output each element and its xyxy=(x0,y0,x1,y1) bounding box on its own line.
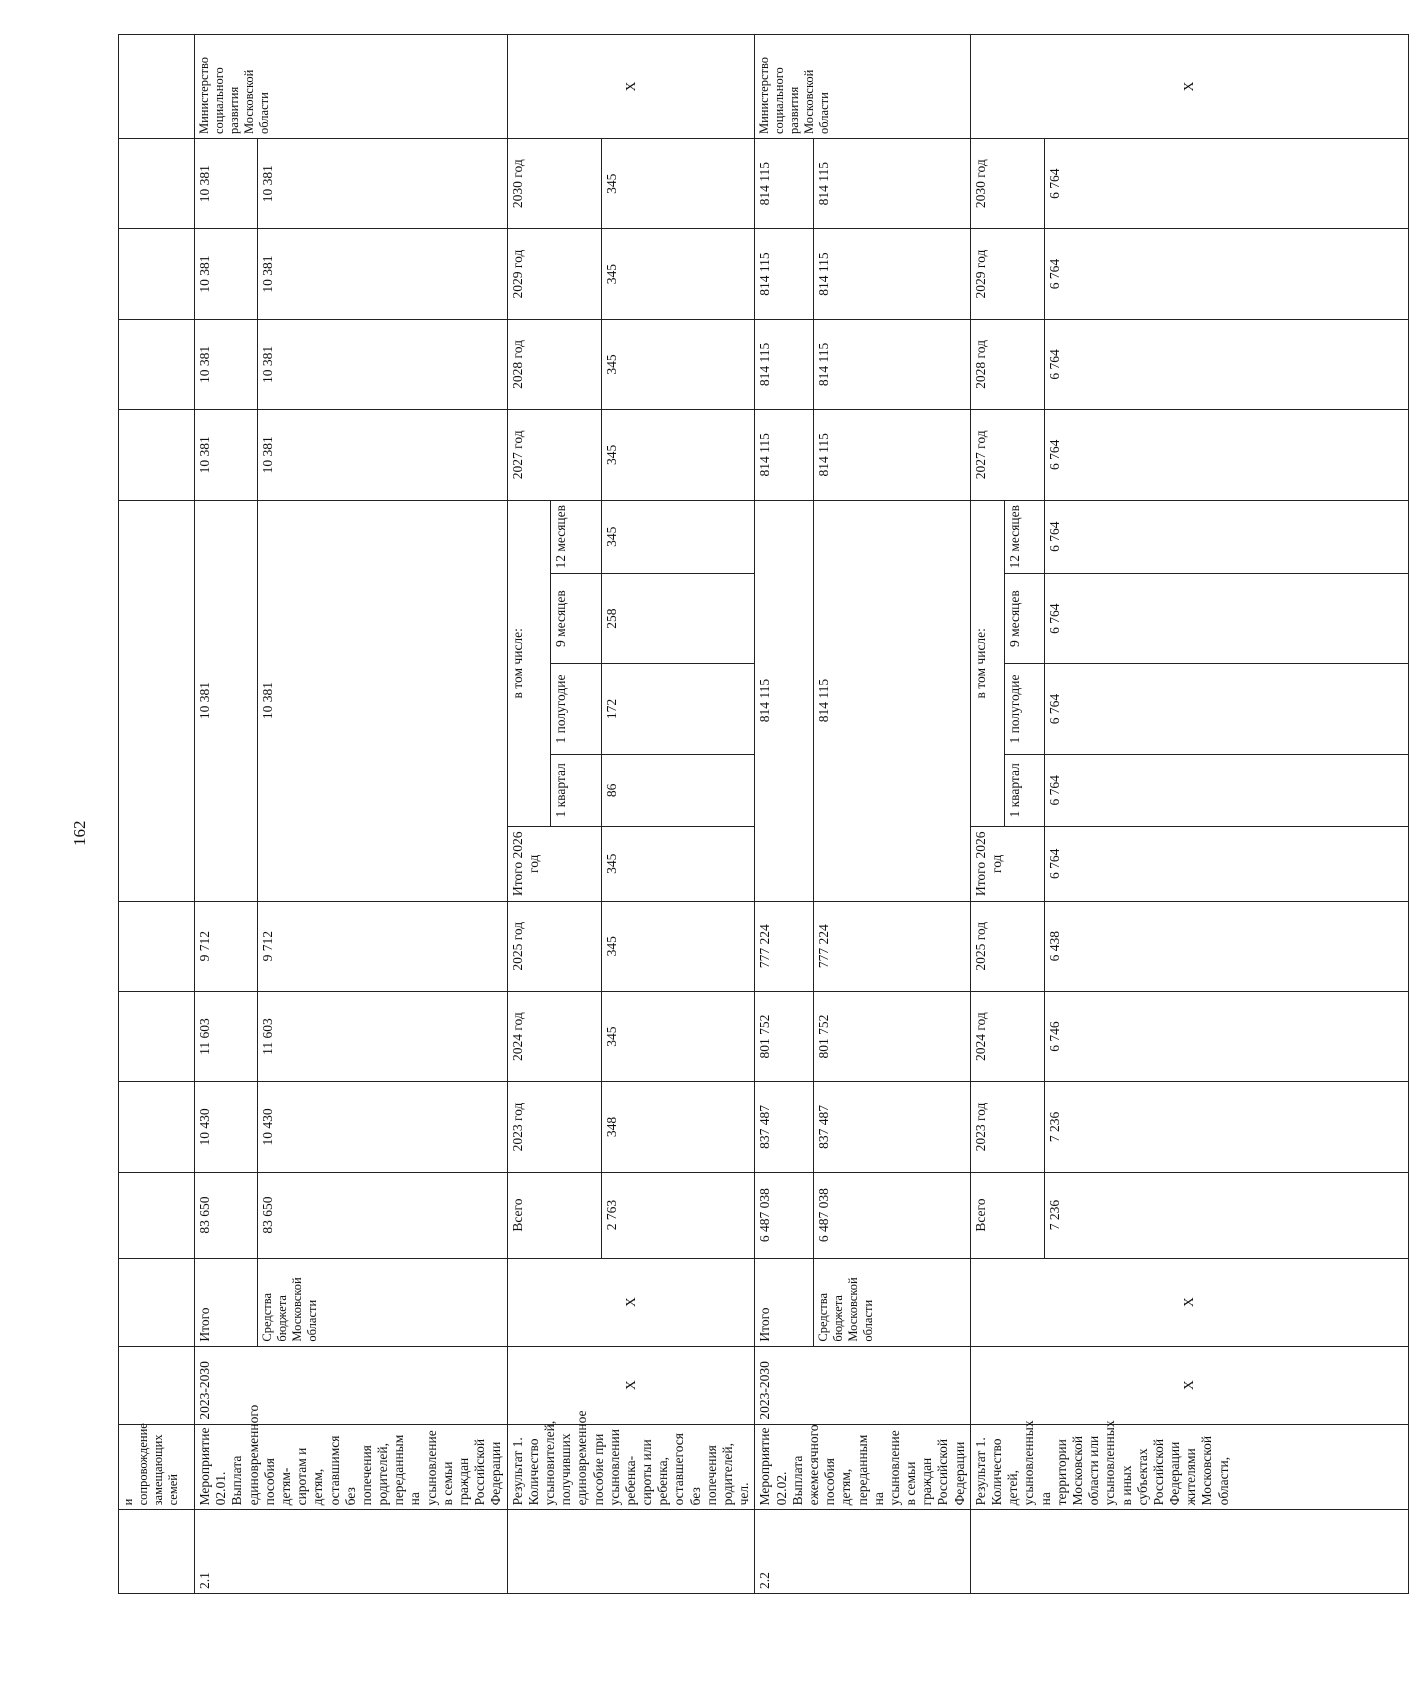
value-2028: 814 115 xyxy=(755,319,813,409)
result-2028: 345 xyxy=(602,319,755,409)
result-12m: 6 764 xyxy=(1044,500,1408,573)
x-mark: X xyxy=(507,1346,755,1424)
value-2030: 10 381 xyxy=(195,139,258,229)
header-total: Всего xyxy=(507,1172,602,1258)
fin-source-total: Итого xyxy=(195,1258,258,1346)
result-2029: 6 764 xyxy=(1044,229,1408,319)
result-12m: 345 xyxy=(602,500,755,573)
value-2023: 837 487 xyxy=(755,1082,813,1172)
empty-cell xyxy=(119,319,195,409)
value-2024: 801 752 xyxy=(813,991,970,1081)
program-table xyxy=(118,34,1409,1594)
result-2-2-text: Результат 1. Количество детей, усыновленных на территории Московской области или усыновленных в иных субъектах Российской Федерации жителями Московской области, xyxy=(970,1424,1408,1510)
result-2025: 6 438 xyxy=(1044,901,1408,991)
value-2027: 10 381 xyxy=(257,410,507,500)
header-2025: 2025 год xyxy=(970,901,1044,991)
responsible-2-2: Министерство социального развития Московской области xyxy=(755,35,970,139)
result-total: 2 763 xyxy=(602,1172,755,1258)
result-header-row xyxy=(507,35,550,1594)
value-2024: 11 603 xyxy=(195,991,258,1081)
header-2023: 2023 год xyxy=(970,1082,1044,1172)
event-2-1-name: Мероприятие 02.01. Выплата единовременного пособия детям-сиротам и детям, оставшимся без попечения родителей, переданным на усыновление в семьи граждан Российской Федерации xyxy=(195,1424,508,1510)
header-2026: Итого 2026 год xyxy=(507,827,602,902)
value-2029: 10 381 xyxy=(257,229,507,319)
empty-cell xyxy=(119,1258,195,1346)
value-2023: 837 487 xyxy=(813,1082,970,1172)
rotated-table-wrapper xyxy=(118,34,1231,1594)
value-2030: 814 115 xyxy=(813,139,970,229)
value-2028: 10 381 xyxy=(195,319,258,409)
value-2026: 10 381 xyxy=(195,500,258,901)
empty-cell xyxy=(119,35,195,139)
header-9m: 9 месяцев xyxy=(550,573,601,663)
x-mark: X xyxy=(970,1258,1408,1346)
empty-cell xyxy=(507,1510,755,1594)
empty-cell xyxy=(119,1172,195,1258)
x-mark: X xyxy=(970,35,1408,139)
result-total: 7 236 xyxy=(1044,1172,1408,1258)
empty-cell xyxy=(119,229,195,319)
header-h1: 1 полугодие xyxy=(550,664,601,754)
value-2029: 10 381 xyxy=(195,229,258,319)
row-number-2-1: 2.1 xyxy=(195,1510,508,1594)
empty-cell xyxy=(119,901,195,991)
header-including: в том числе: xyxy=(507,500,550,826)
header-h1: 1 полугодие xyxy=(1004,664,1044,754)
result-2029: 345 xyxy=(602,229,755,319)
x-mark: X xyxy=(507,35,755,139)
value-total: 6 487 038 xyxy=(755,1172,813,1258)
header-2030: 2030 год xyxy=(970,139,1044,229)
result-2027: 345 xyxy=(602,410,755,500)
header-2023: 2023 год xyxy=(507,1082,602,1172)
header-q1: 1 квартал xyxy=(1004,754,1044,826)
cont-num-cell xyxy=(119,1510,195,1594)
rotated-table xyxy=(118,34,1231,1594)
value-2026: 814 115 xyxy=(755,500,813,901)
result-2026: 345 xyxy=(602,827,755,902)
row-number-2-2: 2.2 xyxy=(755,1510,970,1594)
value-2027: 814 115 xyxy=(755,410,813,500)
result-9m: 258 xyxy=(602,573,755,663)
table-row xyxy=(195,35,258,1594)
value-2027: 10 381 xyxy=(195,410,258,500)
event-2-2-name: Мероприятие 02.02. Выплата ежемесячного пособия детям, переданным на усыновление в семьи граждан Российской Федерации xyxy=(755,1424,970,1510)
value-2025: 777 224 xyxy=(755,901,813,991)
event-2-2-years: 2023-2030 xyxy=(755,1346,970,1424)
responsible-2-1: Министерство социального развития Московской области xyxy=(195,35,508,139)
result-2028: 6 764 xyxy=(1044,319,1408,409)
fin-source-budget: Средства бюджета Московской области xyxy=(813,1258,970,1346)
result-9m: 6 764 xyxy=(1044,573,1408,663)
value-2025: 9 712 xyxy=(257,901,507,991)
header-2029: 2029 год xyxy=(507,229,602,319)
header-q1: 1 квартал xyxy=(550,754,601,826)
result-2030: 345 xyxy=(602,139,755,229)
continuation-row xyxy=(119,35,195,1594)
fin-source-budget: Средства бюджета Московской области xyxy=(257,1258,507,1346)
result-2030: 6 764 xyxy=(1044,139,1408,229)
header-2027: 2027 год xyxy=(507,410,602,500)
header-including: в том числе: xyxy=(970,500,1004,826)
cont-name-cell: и сопровождение замещающих семей xyxy=(119,1424,195,1510)
result-2023: 7 236 xyxy=(1044,1082,1408,1172)
result-2-1-text: Результат 1. Количество усыновителей, получивших единовременное пособие при усыновлении ребенка-сироты или ребенка, оставшегося без попечения родителей, чел. xyxy=(507,1424,755,1510)
result-q1: 86 xyxy=(602,754,755,826)
header-2028: 2028 год xyxy=(507,319,602,409)
value-2030: 10 381 xyxy=(257,139,507,229)
empty-cell xyxy=(970,1510,1408,1594)
result-2024: 6 746 xyxy=(1044,991,1408,1081)
fin-source-total: Итого xyxy=(755,1258,813,1346)
value-2027: 814 115 xyxy=(813,410,970,500)
value-2024: 801 752 xyxy=(755,991,813,1081)
value-total: 6 487 038 xyxy=(813,1172,970,1258)
value-2030: 814 115 xyxy=(755,139,813,229)
empty-cell xyxy=(119,410,195,500)
empty-cell xyxy=(119,500,195,901)
header-2027: 2027 год xyxy=(970,410,1044,500)
value-2025: 9 712 xyxy=(195,901,258,991)
empty-cell xyxy=(119,1346,195,1424)
result-h1: 172 xyxy=(602,664,755,754)
result-2025: 345 xyxy=(602,901,755,991)
value-2025: 777 224 xyxy=(813,901,970,991)
header-2024: 2024 год xyxy=(970,991,1044,1081)
header-2029: 2029 год xyxy=(970,229,1044,319)
value-total: 83 650 xyxy=(195,1172,258,1258)
x-mark: X xyxy=(970,1346,1408,1424)
result-2023: 348 xyxy=(602,1082,755,1172)
value-2023: 10 430 xyxy=(257,1082,507,1172)
result-2027: 6 764 xyxy=(1044,410,1408,500)
header-total: Всего xyxy=(970,1172,1044,1258)
result-2026: 6 764 xyxy=(1044,827,1408,902)
value-2023: 10 430 xyxy=(195,1082,258,1172)
result-q1: 6 764 xyxy=(1044,754,1408,826)
header-9m: 9 месяцев xyxy=(1004,573,1044,663)
value-2029: 814 115 xyxy=(755,229,813,319)
page-number: 162 xyxy=(70,820,89,846)
value-2028: 10 381 xyxy=(257,319,507,409)
result-header-row xyxy=(970,35,1004,1594)
result-h1: 6 764 xyxy=(1044,664,1408,754)
header-12m: 12 месяцев xyxy=(1004,500,1044,573)
header-2028: 2028 год xyxy=(970,319,1044,409)
empty-cell xyxy=(119,991,195,1081)
table-row xyxy=(755,35,813,1594)
event-2-1-years: 2023-2030 xyxy=(195,1346,508,1424)
value-2026: 10 381 xyxy=(257,500,507,901)
empty-cell xyxy=(119,1082,195,1172)
value-2024: 11 603 xyxy=(257,991,507,1081)
header-12m: 12 месяцев xyxy=(550,500,601,573)
value-2028: 814 115 xyxy=(813,319,970,409)
empty-cell xyxy=(119,139,195,229)
result-2024: 345 xyxy=(602,991,755,1081)
header-2024: 2024 год xyxy=(507,991,602,1081)
header-2030: 2030 год xyxy=(507,139,602,229)
value-total: 83 650 xyxy=(257,1172,507,1258)
value-2029: 814 115 xyxy=(813,229,970,319)
value-2026: 814 115 xyxy=(813,500,970,901)
x-mark: X xyxy=(507,1258,755,1346)
header-2026: Итого 2026 год xyxy=(970,827,1044,902)
header-2025: 2025 год xyxy=(507,901,602,991)
